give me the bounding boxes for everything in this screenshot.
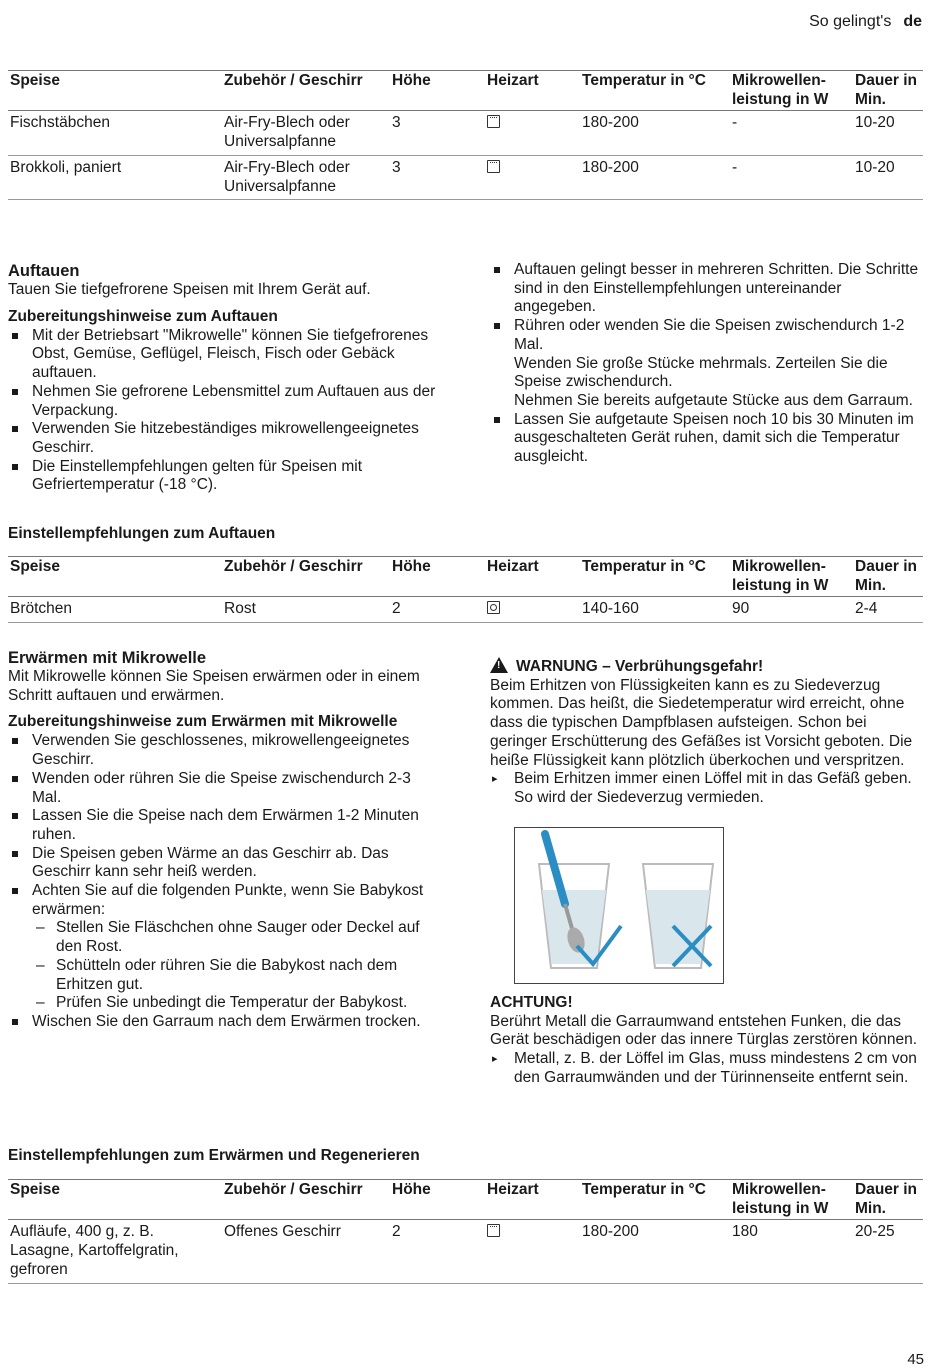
warning-text: Beim Erhitzen von Flüssigkeiten kann es zu Siedeverzug kommen. Das heißt, die Siedetemperatur wird erreicht, ohne dass die typischen Dampfblasen aufsteigen. Schon bei geringer Erschütterung des Gefäßes ist Vorsicht geboten. Die heiße Flüssigkeit kann plötzlich überkochen und verspritzen. <box>490 676 913 769</box>
warning-title: WARNUNG – Verbrühungsgefahr! <box>516 658 764 675</box>
page-header <box>809 13 922 32</box>
table-row <box>8 111 923 155</box>
cell-speise: Fischstäbchen <box>8 111 222 155</box>
col-hoehe: Höhe <box>390 557 485 597</box>
list-item <box>490 317 920 411</box>
cell-mikrowelle: - <box>730 155 853 199</box>
col-zubehoer: Zubehör / Geschirr <box>222 71 390 111</box>
table-row <box>8 155 923 199</box>
hint-list <box>8 327 444 495</box>
col-mikrowelle: Mikrowellen-leistung in W <box>730 71 853 111</box>
cell-mikrowelle: 90 <box>730 597 853 623</box>
table-row <box>8 597 923 623</box>
list-item: Lassen Sie die Speise nach dem Erwärmen 1-2 Minuten ruhen. <box>8 807 444 844</box>
subheading: Zubereitungshinweise zum Erwärmen mit Mikrowelle <box>8 713 398 731</box>
sub-list-item: – Stellen Sie Fläschchen ohne Sauger oder Deckel auf den Rost. <box>32 919 444 956</box>
settings-table-airfry <box>8 70 923 200</box>
section-heading: Erwärmen mit Mikrowelle <box>8 649 207 667</box>
settings-table-erwaermen <box>8 1179 923 1284</box>
cell-temperatur: 140-160 <box>580 597 730 623</box>
auftauen-tips <box>490 261 920 467</box>
hint-list <box>490 261 920 467</box>
list-item <box>8 882 444 1013</box>
list-item-line: Nehmen Sie bereits aufgetaute Stücke aus dem Garraum. <box>514 391 913 409</box>
caution-action: ▸ Metall, z. B. der Löffel im Glas, muss mindestens 2 cm von den Garraumwänden und der Türinnenseite entfernt sein. <box>490 1050 922 1087</box>
table-header-row <box>8 71 923 111</box>
cell-hoehe: 2 <box>390 1220 485 1283</box>
list-item: Verwenden Sie hitzebeständiges mikrowellengeeignetes Geschirr. <box>8 420 444 457</box>
caution-box <box>490 994 922 1088</box>
cell-heizart <box>485 1220 580 1283</box>
table-row <box>8 1220 923 1283</box>
cell-dauer: 10-20 <box>853 155 923 199</box>
warning-action: ▸ Beim Erhitzen immer einen Löffel mit in das Gefäß geben. So wird der Siedeverzug vermieden. <box>490 770 922 807</box>
auftauen-section <box>8 261 444 495</box>
list-item: Lassen Sie aufgetaute Speisen noch 10 bis 30 Minuten im ausgeschalteten Gerät ruhen, damit sich die Temperatur ausgleicht. <box>490 411 920 467</box>
cell-speise: Aufläufe, 400 g, z. B. Lasagne, Kartoffelgratin, gefroren <box>8 1220 222 1283</box>
list-item: Die Einstellempfehlungen gelten für Speisen mit Gefriertemperatur (-18 °C). <box>8 458 444 495</box>
col-heizart: Heizart <box>485 1180 580 1220</box>
list-item-line: Wenden Sie große Stücke mehrmals. Zerteilen Sie die Speise zwischendurch. <box>514 354 888 391</box>
cell-speise: Brötchen <box>8 597 222 623</box>
col-mikrowelle: Mikrowellen-leistung in W <box>730 1180 853 1220</box>
page-number: 45 <box>907 1351 924 1368</box>
section-intro: Mit Mikrowelle können Sie Speisen erwärmen oder in einem Schritt auftauen und erwärmen. <box>8 668 420 704</box>
col-heizart: Heizart <box>485 557 580 597</box>
cell-hoehe: 2 <box>390 597 485 623</box>
col-temperatur: Temperatur in °C <box>580 71 730 111</box>
col-temperatur: Temperatur in °C <box>580 557 730 597</box>
col-dauer: Dauer in Min. <box>853 557 923 597</box>
erwaermen-section <box>8 648 444 1032</box>
combi-icon <box>487 1224 500 1237</box>
cell-zubehoer: Rost <box>222 597 390 623</box>
table-title <box>8 1146 420 1166</box>
cell-zubehoer: Offenes Geschirr <box>222 1220 390 1283</box>
list-item: Wischen Sie den Garraum nach dem Erwärmen trocken. <box>8 1013 444 1032</box>
cell-dauer: 20-25 <box>853 1220 923 1283</box>
cell-heizart <box>485 155 580 199</box>
col-speise: Speise <box>8 71 222 111</box>
caution-text: Berührt Metall die Garraumwand entstehen Funken, die das Gerät beschädigen oder das innere Türglas zerstören können. <box>490 1012 918 1049</box>
warning-triangle-icon <box>490 657 508 673</box>
col-hoehe: Höhe <box>390 71 485 111</box>
col-dauer: Dauer in Min. <box>853 71 923 111</box>
col-dauer: Dauer in Min. <box>853 1180 923 1220</box>
col-hoehe: Höhe <box>390 1180 485 1220</box>
list-item: Verwenden Sie geschlossenes, mikrowellengeeignetes Geschirr. <box>8 732 444 769</box>
col-speise: Speise <box>8 557 222 597</box>
table-header-row <box>8 557 923 597</box>
cell-dauer: 10-20 <box>853 111 923 155</box>
cell-dauer: 2-4 <box>853 597 923 623</box>
list-item: Mit der Betriebsart "Mikrowelle" können Sie tiefgefrorenes Obst, Gemüse, Geflügel, Fleisch, Fisch oder Gebäck auftauen. <box>8 327 444 383</box>
language-code: de <box>903 13 922 30</box>
cell-zubehoer: Air-Fry-Blech oder Universalpfanne <box>222 111 390 155</box>
grill-icon <box>487 160 500 173</box>
warning-heading <box>490 655 922 677</box>
col-mikrowelle: Mikrowellen-leistung in W <box>730 557 853 597</box>
table-header-row <box>8 1180 923 1220</box>
table-title-text: Einstellempfehlungen zum Auftauen <box>8 525 276 542</box>
cell-mikrowelle: - <box>730 111 853 155</box>
sub-list-item: – Prüfen Sie unbedingt die Temperatur der Babykost. <box>32 994 444 1013</box>
section-title: So gelingt's <box>809 13 892 30</box>
grill-icon <box>487 115 500 128</box>
col-speise: Speise <box>8 1180 222 1220</box>
settings-table-auftauen <box>8 556 923 623</box>
cell-zubehoer: Air-Fry-Blech oder Universalpfanne <box>222 155 390 199</box>
cell-temperatur: 180-200 <box>580 111 730 155</box>
list-item: Auftauen gelingt besser in mehreren Schritten. Die Schritte sind in den Einstellempfehlungen untereinander angegeben. <box>490 261 920 317</box>
sub-list <box>32 919 444 1013</box>
list-item: Die Speisen geben Wärme an das Geschirr ab. Das Geschirr kann sehr heiß werden. <box>8 845 444 882</box>
sub-list-item: – Schütteln oder rühren Sie die Babykost nach dem Erhitzen gut. <box>32 957 444 994</box>
table-title <box>8 524 275 544</box>
subheading: Zubereitungshinweise zum Auftauen <box>8 307 278 325</box>
list-item: Nehmen Sie gefrorene Lebensmittel zum Auftauen aus der Verpackung. <box>8 383 444 420</box>
cell-heizart <box>485 111 580 155</box>
section-heading: Auftauen <box>8 262 80 280</box>
list-item: Wenden oder rühren Sie die Speise zwischendurch 2-3 Mal. <box>8 770 444 807</box>
section-intro: Tauen Sie tiefgefrorene Speisen mit Ihrem Gerät auf. <box>8 281 371 298</box>
col-zubehoer: Zubehör / Geschirr <box>222 1180 390 1220</box>
col-zubehoer: Zubehör / Geschirr <box>222 557 390 597</box>
caution-title: ACHTUNG! <box>490 994 573 1011</box>
cell-temperatur: 180-200 <box>580 1220 730 1283</box>
cell-heizart <box>485 597 580 623</box>
warning-box <box>490 655 922 808</box>
list-item-text: Achten Sie auf die folgenden Punkte, wenn Sie Babykost erwärmen: <box>32 882 424 918</box>
boiling-delay-illustration <box>514 827 724 984</box>
cell-hoehe: 3 <box>390 155 485 199</box>
hint-list <box>8 732 444 1031</box>
glass-spoon-icon <box>515 828 723 983</box>
list-item-line: Rühren oder wenden Sie die Speisen zwischendurch 1-2 Mal. <box>514 317 905 353</box>
fan-icon <box>487 601 500 614</box>
col-temperatur: Temperatur in °C <box>580 1180 730 1220</box>
table-title-text: Einstellempfehlungen zum Erwärmen und Regenerieren <box>8 1147 420 1164</box>
col-heizart: Heizart <box>485 71 580 111</box>
cell-temperatur: 180-200 <box>580 155 730 199</box>
cell-speise: Brokkoli, paniert <box>8 155 222 199</box>
cell-mikrowelle: 180 <box>730 1220 853 1283</box>
cell-hoehe: 3 <box>390 111 485 155</box>
